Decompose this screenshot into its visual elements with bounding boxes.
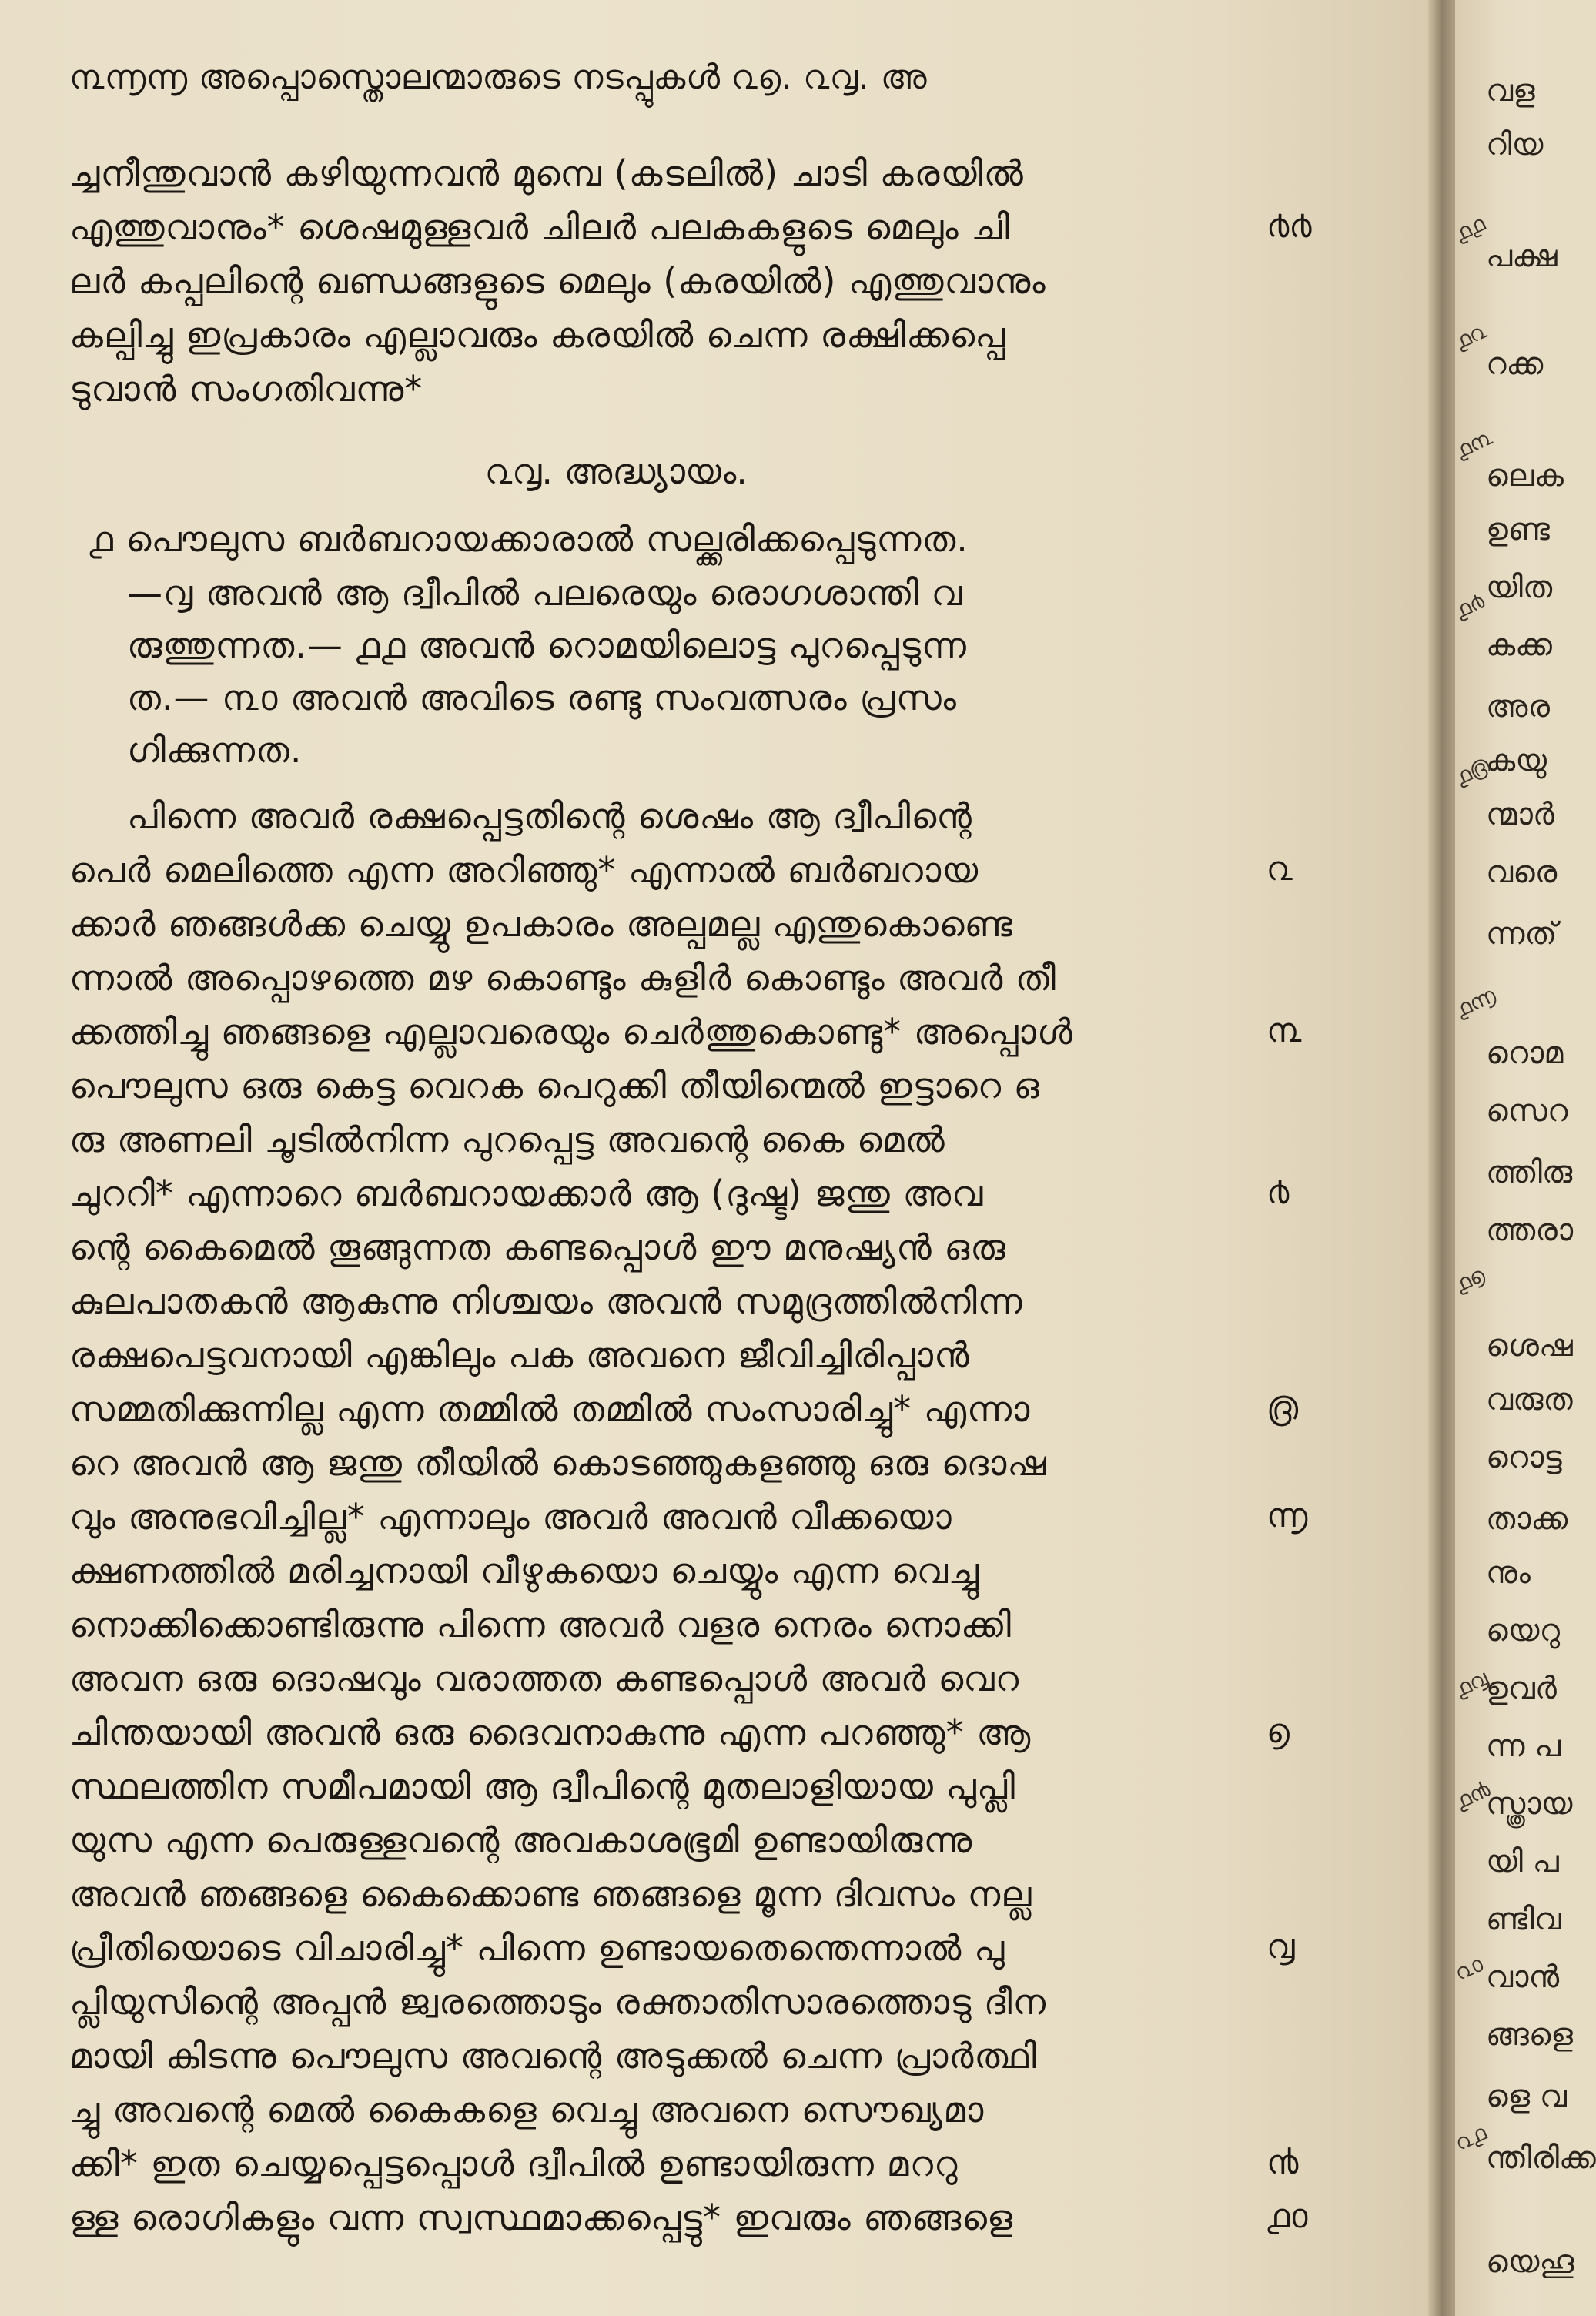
- text-line: മായി കിടന്നു പൌലുസ അവന്റെ അടുക്കൽ ചെന്ന പ്രാർത്ഥി: [69, 2035, 1037, 2077]
- text-line: വും അനുഭവിച്ചില്ല* എന്നാലും അവർ അവൻ വീക്കയൊ: [69, 1496, 952, 1538]
- facing-line: താക്ക: [1486, 1501, 1568, 1537]
- facing-margin-number: ൧൮: [1450, 1665, 1492, 1702]
- text-line: ക്കത്തിച്ചു ഞങ്ങളെ എല്ലാവരെയും ചെർത്തുകൊണ്ടു* അപ്പൊൾ: [69, 1011, 1074, 1053]
- text-line: പ്ലിയുസിന്റെ അപ്പൻ ജ്വരത്തൊടും രക്താതിസാരത്തൊടു ദീന: [69, 1981, 1047, 2023]
- facing-line: ണ്ടിവ: [1486, 1902, 1561, 1937]
- verse-number: ൧൦: [1266, 2197, 1308, 2236]
- summary-line: ൧ പൌലുസ ബർബറായക്കാരാൽ സല്ക്കരിക്കപ്പെടുന്നത.: [89, 518, 969, 560]
- summary-line: ത.— ൩൦ അവൻ അവിടെ രണ്ടു സംവത്സരം പ്രസം: [127, 677, 957, 718]
- facing-margin-number: ൧൫: [1450, 751, 1494, 791]
- verse-number: ൯: [1266, 2143, 1299, 2182]
- verse-number: ൭: [1266, 1712, 1290, 1751]
- facing-line: റിയ: [1486, 127, 1544, 162]
- facing-line: യിത: [1486, 570, 1553, 605]
- chapter-heading: ൨൮. അദ്ധ്യായം.: [485, 450, 748, 492]
- facing-margin-number: ൧൪: [1450, 587, 1489, 624]
- text-line: കുലപാതകൻ ആകുന്നു നിശ്ചയം അവൻ സമുദ്രത്തിൽനിന്ന: [69, 1280, 1023, 1322]
- text-line: സ്ഥലത്തിന സമീപമായി ആ ദ്വീപിന്റെ മുതലാളിയായ പുപ്ലി: [69, 1765, 1016, 1807]
- facing-line: ന്നത്: [1486, 916, 1558, 952]
- facing-line: വരുത: [1486, 1382, 1573, 1417]
- text-line: ച്ചനീന്തുവാൻ കഴിയുന്നവൻ മുമ്പെ (കടലിൽ) ചാടി കരയിൽ: [69, 152, 1024, 194]
- facing-line: പക്ഷ: [1486, 239, 1558, 274]
- facing-margin-number: ൧൧: [1450, 210, 1489, 246]
- facing-margin-number: ൧൯: [1450, 1775, 1494, 1815]
- facing-line: ശെഷ: [1486, 1328, 1573, 1364]
- verse-number: ൫: [1266, 1388, 1299, 1427]
- text-line: ന്നാൽ അപ്പൊഴത്തെ മഴ കൊണ്ടും കുളിർ കൊണ്ടും അവർ തീ: [69, 957, 1056, 999]
- text-line: ള്ള രൊഗികളും വന്ന സ്വസ്ഥമാക്കപ്പെട്ടു* ഇവരും ഞങ്ങളെ: [69, 2197, 1013, 2238]
- facing-line: അര: [1486, 689, 1551, 725]
- facing-line: റൊമ: [1486, 1036, 1564, 1071]
- facing-line: യെഹൂ: [1486, 2244, 1574, 2280]
- facing-line: ങ്ങളെ: [1486, 2017, 1573, 2053]
- facing-line: ഉണ്ട: [1486, 512, 1550, 547]
- text-line: റെ അവൻ ആ ജന്തു തീയിൽ കൊടഞ്ഞുകളഞ്ഞു ഒരു ദൊഷ: [69, 1442, 1047, 1484]
- verse-number: ൪: [1266, 1173, 1290, 1212]
- text-line: ചുററി* എന്നാറെ ബർബറായക്കാർ ആ (ദുഷ്ട) ജന്തു അവ: [69, 1173, 984, 1214]
- verse-number: ൮: [1266, 1927, 1295, 1966]
- summary-line: ഗിക്കുന്നത.: [127, 729, 303, 771]
- facing-line: കക്ക: [1486, 628, 1552, 663]
- verse-number: ൪൪: [1266, 206, 1312, 246]
- facing-line: ത്തിരു: [1486, 1155, 1573, 1190]
- text-line: ലർ കപ്പലിന്റെ ഖണ്ഡങ്ങളുടെ മെലും (കരയിൽ) എത്തുവാനും: [69, 260, 1046, 302]
- text-line: ന്റെ കൈമെൽ തൂങ്ങുന്നത കണ്ടപ്പൊൾ ഈ മനുഷ്യൻ ഒരു: [69, 1227, 1006, 1268]
- text-line: യുസ എന്ന പെരുള്ളവന്റെ അവകാശഭൂമി ഉണ്ടായിരുന്നു: [69, 1819, 973, 1861]
- facing-line: ത്തരാ: [1486, 1213, 1574, 1248]
- text-line: പിന്നെ അവർ രക്ഷപ്പെട്ടതിന്റെ ശെഷം ആ ദ്വീപിന്റെ: [127, 795, 972, 837]
- facing-margin-number: ൨൦: [1450, 1950, 1487, 1986]
- text-line: എത്തുവാനും* ശെഷമുള്ളവർ ചിലർ പലകകളുടെ മെലും ചി: [69, 206, 1011, 248]
- facing-margin-number: ൧൨: [1450, 317, 1491, 355]
- facing-line: വരെ: [1486, 855, 1558, 890]
- facing-line: റക്ക: [1486, 346, 1544, 382]
- text-line: അവൻ ഞങ്ങളെ കൈക്കൊണ്ട ഞങ്ങളെ മൂന്ന ദിവസം നല്ല: [69, 1873, 1032, 1915]
- facing-line: ളെ വ: [1486, 2079, 1567, 2114]
- facing-line: വാൻ: [1486, 1960, 1560, 1995]
- facing-line: യി പ: [1486, 1844, 1559, 1879]
- facing-line: കയു: [1486, 743, 1547, 778]
- summary-line: രുത്തുന്നത.— ൧൧ അവൻ റൊമയിലൊട്ട പുറപ്പെടുന്ന: [127, 624, 967, 666]
- facing-line: വള: [1486, 73, 1535, 109]
- text-line: കല്പിച്ചു ഇപ്രകാരം എല്ലാവരും കരയിൽ ചെന്ന രക്ഷിക്കപ്പെ: [69, 314, 1006, 356]
- facing-margin-number: ൧൭: [1450, 1261, 1489, 1297]
- text-line: ക്ഷണത്തിൽ മരിച്ചനായി വീഴുകയൊ ചെയ്യും എന്ന വെച്ചു: [69, 1550, 980, 1591]
- text-line: രു അണലി ചൂടിൽനിന്ന പുറപ്പെട്ട അവന്റെ കൈ മെൽ: [69, 1119, 945, 1160]
- text-line: ക്കി* ഇത ചെയ്യപ്പെട്ടപ്പൊൾ ദ്വീപിൽ ഉണ്ടായിരുന്ന മററു: [69, 2143, 959, 2184]
- facing-margin-number: ൧൬: [1451, 982, 1500, 1022]
- facing-line: റൊട്ട: [1486, 1440, 1562, 1475]
- facing-line: യെറു: [1486, 1613, 1560, 1648]
- verse-number: ൨: [1266, 849, 1293, 889]
- text-line: ച്ചു അവന്റെ മെൽ കൈകളെ വെച്ചു അവനെ സൌഖ്യമാ: [69, 2089, 985, 2130]
- verse-number: ൩: [1266, 1011, 1302, 1050]
- facing-line: സ്ത്രായ: [1486, 1786, 1573, 1822]
- facing-line: നും: [1486, 1555, 1531, 1591]
- verse-number: ൬: [1266, 1496, 1308, 1535]
- facing-page: [1450, 0, 1596, 2316]
- facing-margin-number: ൨൧: [1450, 2119, 1491, 2157]
- text-line: രക്ഷപെട്ടവനായി എങ്കിലും പക അവനെ ജീവിച്ചിരിപ്പാൻ: [69, 1334, 970, 1376]
- text-line: ചിന്തയായി അവൻ ഒരു ദൈവനാകുന്നു എന്ന പറഞ്ഞു* ആ: [69, 1712, 1032, 1753]
- text-line: ടുവാൻ സംഗതിവന്നു*: [69, 368, 423, 410]
- facing-margin-number: ൧൩: [1451, 424, 1496, 464]
- facing-line: ന്ന പ: [1486, 1729, 1561, 1764]
- facing-line: ന്മാർ: [1486, 797, 1554, 832]
- facing-line: ന്തിരിക്ക: [1486, 2140, 1596, 2176]
- text-line: അവന ഒരു ദൊഷവും വരാത്തത കണ്ടപ്പൊൾ അവർ വെറ: [69, 1658, 1020, 1699]
- text-line: പ്രീതിയൊടെ വിചാരിച്ചു* പിന്നെ ഉണ്ടായതെന്തെന്നാൽ പു: [69, 1927, 1005, 1969]
- text-line: പൌലുസ ഒരു കെട്ട വെറക പെറുക്കി തീയിന്മെൽ ഇട്ടാറെ ഒ: [69, 1065, 1040, 1106]
- text-line: പെർ മെലിത്തെ എന്ന അറിഞ്ഞു* എന്നാൽ ബർബറായ: [69, 849, 979, 891]
- facing-line: ലെക: [1486, 458, 1564, 494]
- facing-line: ഉവർ: [1486, 1671, 1557, 1706]
- facing-line: സെറ: [1486, 1093, 1568, 1129]
- running-header: ൩൬൬ അപ്പൊസ്തൊലന്മാരുടെ നടപ്പുകൾ ൨൭. ൨൮. അ: [69, 58, 928, 97]
- summary-line: —൮ അവൻ ആ ദ്വീപിൽ പലരെയും രൊഗശാന്തി വ: [127, 572, 963, 614]
- text-line: ക്കാർ ഞങ്ങൾക്ക ചെയ്യു ഉപകാരം അല്പമല്ല എന്തുകൊണ്ടെ: [69, 903, 1013, 945]
- text-line: നൊക്കിക്കൊണ്ടിരുന്നു പിന്നെ അവർ വളര നെരം നൊക്കി: [69, 1604, 1012, 1645]
- text-line: സമ്മതിക്കുന്നില്ല എന്ന തമ്മിൽ തമ്മിൽ സംസാരിച്ചു* എന്നാ: [69, 1388, 1031, 1430]
